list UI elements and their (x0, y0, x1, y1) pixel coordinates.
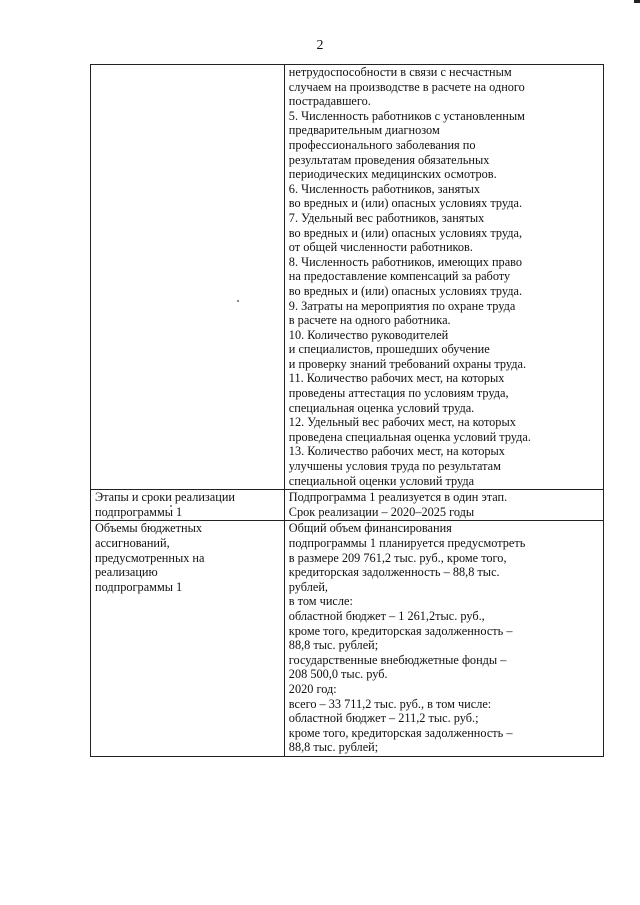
text-line: областной бюджет – 211,2 тыс. руб.; (288, 711, 479, 726)
text-line: областной бюджет – 1 261,2тыс. руб., (288, 608, 485, 623)
text-line: в размере 209 761,2 тыс. руб., кроме того, (288, 550, 507, 565)
text-line: Объемы бюджетных (95, 521, 202, 536)
table-row (91, 490, 604, 521)
text-line: во вредных и (или) опасных условиях труда. (288, 196, 523, 211)
text-line: рублей, (288, 579, 328, 594)
text-line: и проверку знаний требований охраны труда. (288, 356, 527, 371)
parameter-value-cell (284, 521, 603, 757)
text-line: кредиторская задолженность – 88,8 тыс. (288, 565, 500, 580)
passport-table-body (91, 65, 604, 757)
text-line: Общий объем финансирования (288, 521, 452, 536)
text-line: подпрограммы 1 (95, 504, 183, 519)
text-line: 9. Затраты на мероприятия по охране труда (288, 298, 516, 313)
parameter-value-cell (284, 65, 603, 490)
parameter-name-cell (91, 490, 285, 521)
table-row (91, 65, 604, 490)
passport-table (90, 64, 604, 757)
text-line: 12. Удельный вес рабочих мест, на которых (288, 415, 516, 430)
text-line: случаем на производстве в расчете на одного (288, 79, 525, 94)
text-line: во вредных и (или) опасных условиях труда, (288, 225, 523, 240)
text-line: 6. Численность работников, занятых (288, 181, 481, 196)
text-line: специальной оценки условий труда (288, 473, 475, 488)
text-line: ассигнований, (95, 536, 170, 550)
text-line: в расчете на одного работника. (288, 313, 451, 328)
text-line: 208 500,0 тыс. руб. (288, 667, 388, 682)
text-line: кроме того, кредиторская задолженность – (288, 623, 513, 638)
text-line: 11. Количество рабочих мест, на которых (288, 371, 505, 386)
text-line: пострадавшего. (288, 94, 371, 109)
text-line: во вредных и (или) опасных условиях труда. (288, 283, 523, 298)
text-line: кроме того, кредиторская задолженность – (288, 725, 513, 740)
text-line: государственные внебюджетные фонды – (288, 652, 507, 667)
text-line: в том числе: (288, 594, 353, 609)
text-line: на предоставление компенсаций за работу (288, 269, 511, 284)
text-line: Этапы и сроки реализации (95, 490, 235, 505)
text-line: проведена специальная оценка условий труда. (288, 429, 531, 444)
text-line: 88,8 тыс. рублей; (288, 638, 379, 653)
text-line: 7. Удельный вес работников, занятых (288, 210, 485, 225)
text-line: от общей численности работников. (288, 240, 473, 255)
text-line: предварительным диагнозом (288, 123, 440, 138)
parameter-value-cell (284, 490, 603, 521)
text-line: 2020 год: (288, 681, 337, 696)
text-line: предусмотренных на (95, 550, 205, 565)
text-line: всего – 33 711,2 тыс. руб., в том числе: (288, 696, 492, 711)
text-line: специальная оценка условий труда. (288, 400, 475, 415)
text-line: профессионального заболевания по (288, 137, 476, 152)
text-line: реализацию (95, 565, 158, 580)
text-line: Срок реализации – 2020–2025 годы (288, 504, 475, 519)
text-line: улучшены условия труда по результатам (288, 459, 501, 474)
text-line: подпрограммы 1 планируется предусмотреть (288, 536, 526, 550)
text-line: проведены аттестация по условиям труда, (288, 386, 509, 401)
text-line: результатам проведения обязательных (288, 152, 490, 167)
table-row (91, 521, 604, 757)
text-line: и специалистов, прошедших обучение (288, 342, 490, 357)
text-line: 88,8 тыс. рублей; (288, 740, 379, 755)
parameter-name-cell (91, 65, 285, 490)
text-line: 8. Численность работников, имеющих право (288, 254, 523, 269)
parameter-name-cell (91, 521, 285, 757)
text-line: 10. Количество руководителей (288, 327, 449, 342)
text-line: периодических медицинских осмотров. (288, 167, 497, 182)
text-line: 13. Количество рабочих мест, на которых (288, 444, 505, 459)
text-line: подпрограммы 1 (95, 579, 183, 594)
page-number: 2 (316, 38, 324, 53)
text-line: Подпрограмма 1 реализуется в один этап. (288, 490, 508, 505)
scan-corner-mark (634, 0, 640, 3)
text-line: нетрудоспособности в связи с несчастным (288, 65, 512, 79)
text-line: 5. Численность работников с установленным (288, 108, 525, 123)
